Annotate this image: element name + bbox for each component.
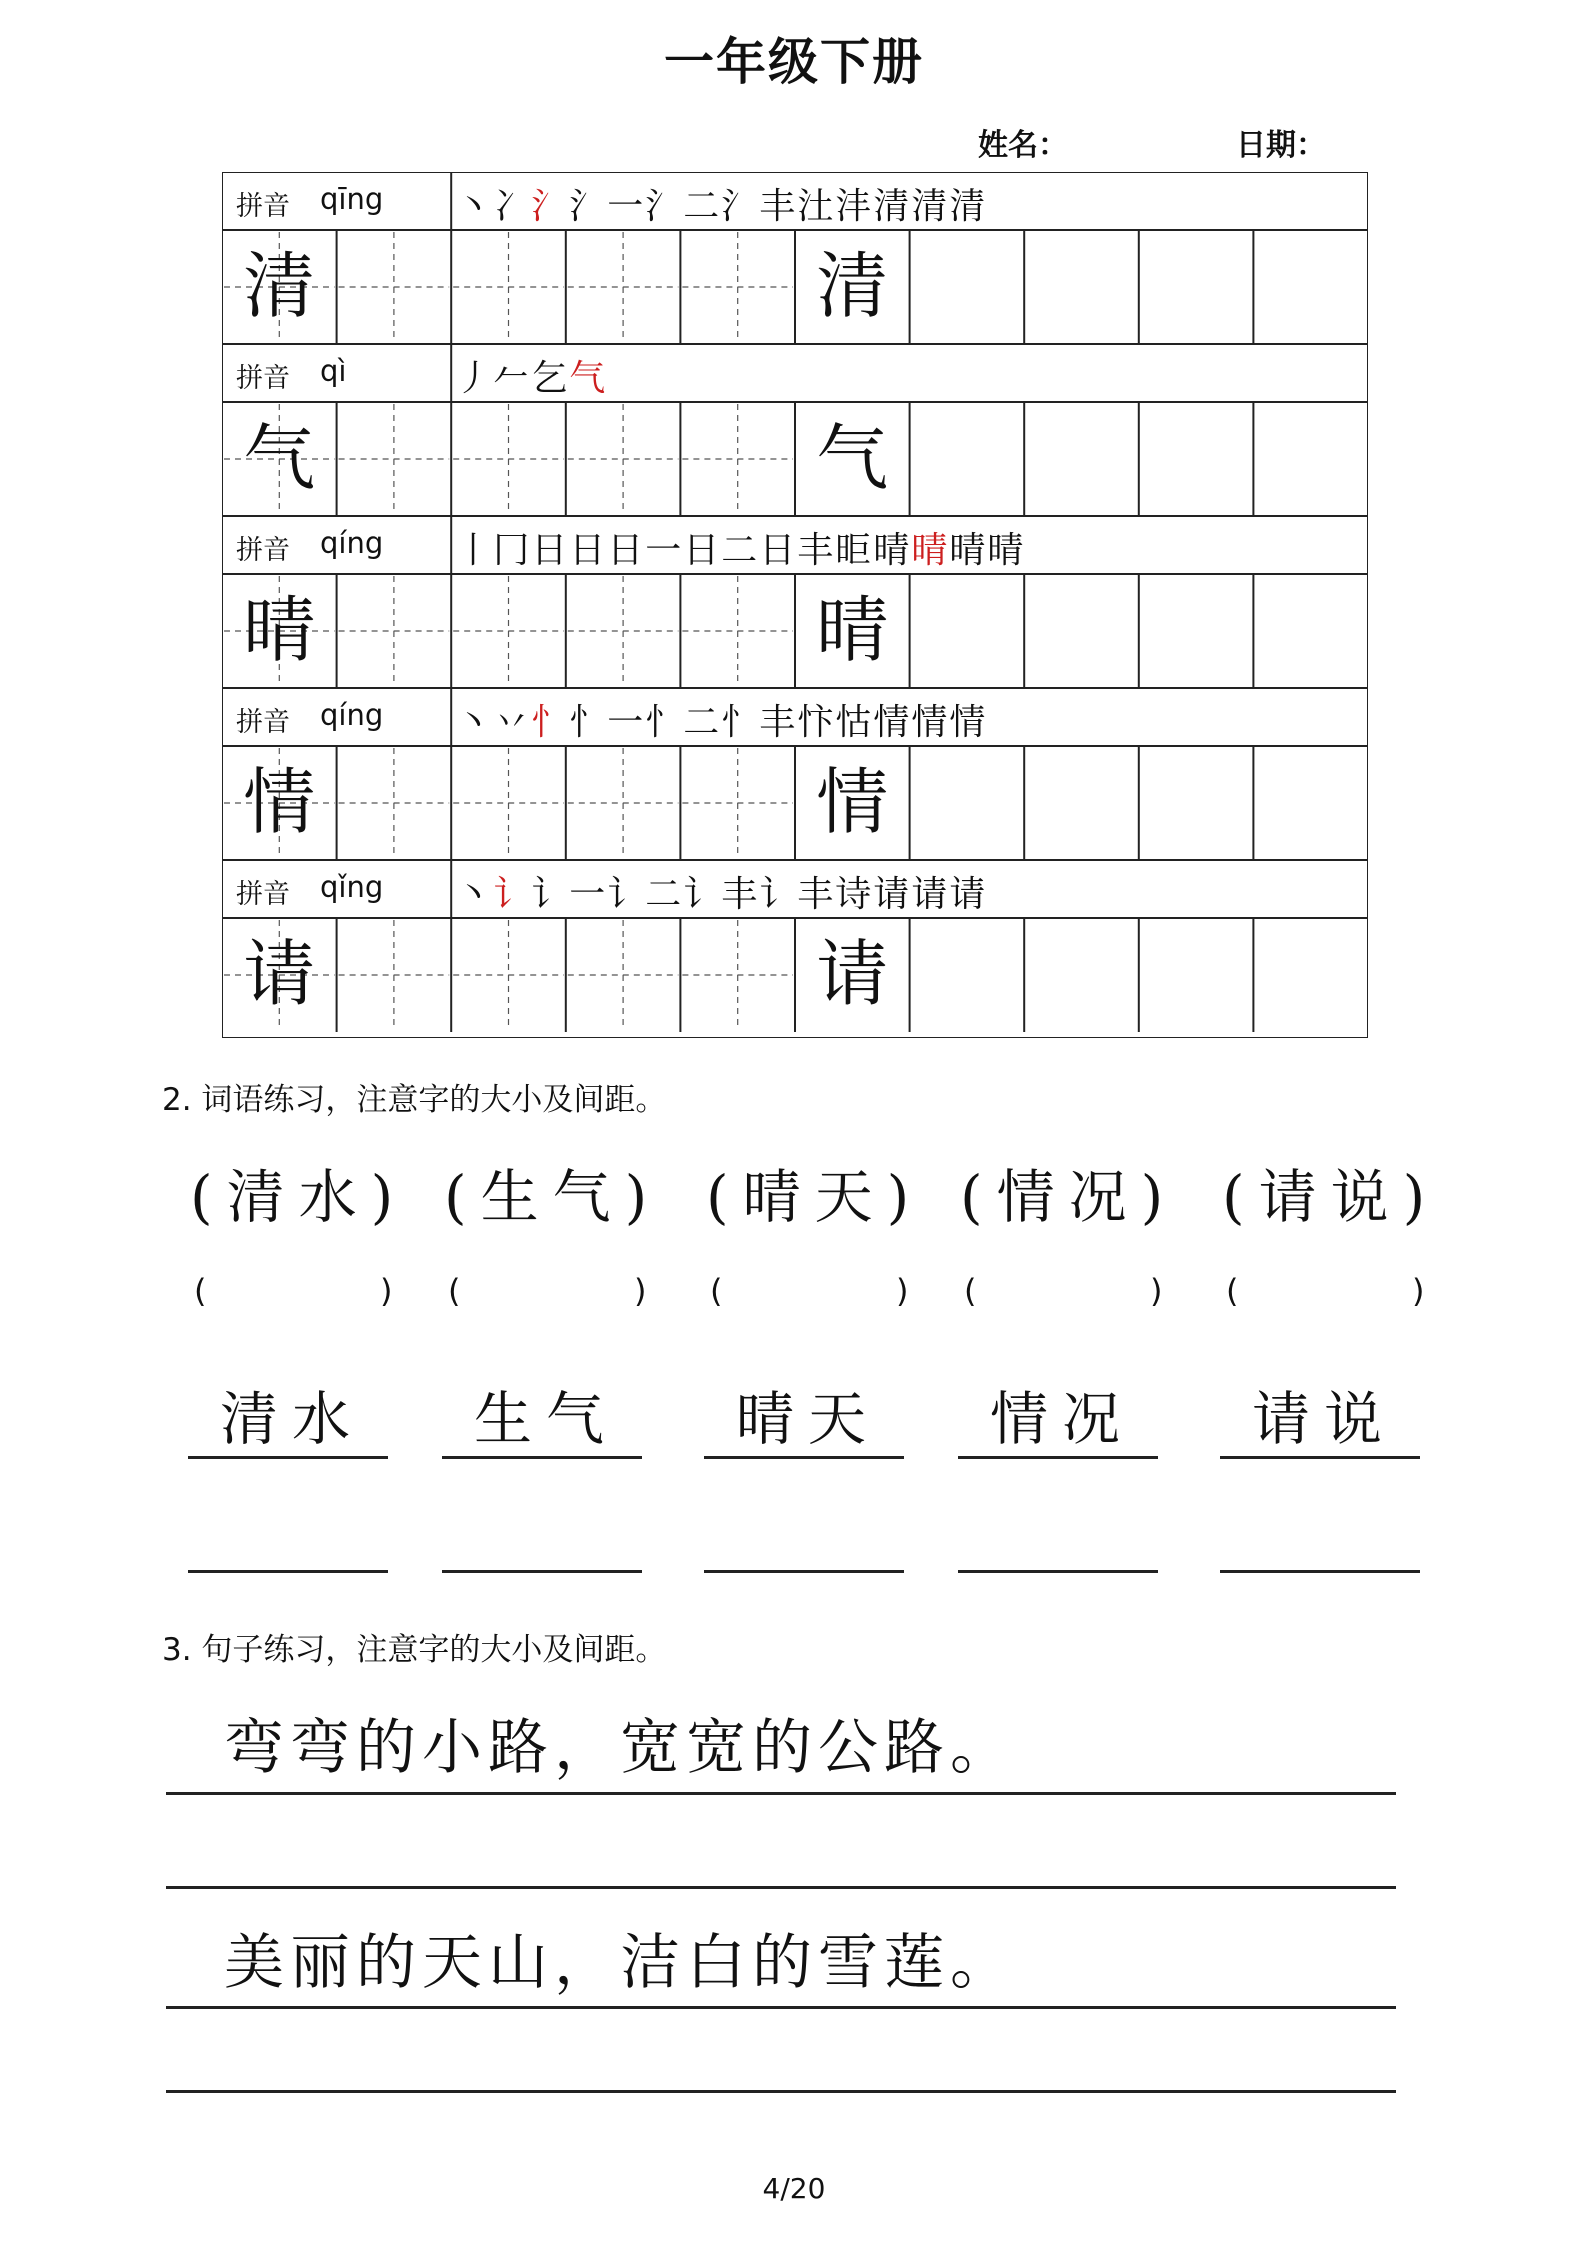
stroke-step: 𠂉	[493, 358, 532, 399]
model-char: 气	[243, 416, 316, 500]
blank-underline	[188, 1570, 388, 1573]
stroke-order	[455, 350, 607, 401]
stroke-step: 情	[873, 702, 912, 743]
blank-paren-open: (	[1226, 1272, 1239, 1310]
stroke-step: 忄	[531, 702, 570, 743]
pinyin-value: qì	[320, 354, 347, 388]
stroke-step: 丷	[493, 702, 532, 743]
blank-paren-open: (	[964, 1272, 977, 1310]
word-underline	[704, 1456, 904, 1459]
sentence-2-line	[166, 2006, 1396, 2009]
sentence-1-line	[166, 1792, 1396, 1795]
sentence-1: 弯弯的小路，宽宽的公路。	[224, 1713, 1016, 1783]
pinyin-value: qíng	[320, 698, 384, 732]
word-underlined: 晴天	[736, 1385, 881, 1453]
pinyin-value: qǐng	[320, 870, 384, 904]
stroke-step: 氵一	[569, 186, 646, 227]
stroke-order	[455, 694, 987, 745]
pinyin-value: qíng	[320, 526, 384, 560]
practice-line-1	[166, 1886, 1396, 1889]
blank-underline	[958, 1570, 1158, 1573]
word-underlined: 清水	[220, 1385, 365, 1453]
stroke-order	[455, 178, 987, 229]
model-char: 请	[243, 932, 316, 1016]
stroke-step: 晴	[949, 530, 988, 571]
pinyin-label: 拼音	[236, 191, 290, 222]
pinyin-value: qīng	[320, 182, 384, 216]
stroke-order	[455, 522, 1025, 573]
stroke-step: 日	[531, 530, 570, 571]
pinyin-label: 拼音	[236, 707, 290, 738]
stroke-order	[455, 866, 987, 917]
word-paren: (情况)	[960, 1163, 1178, 1231]
trace-char: 清	[816, 244, 889, 328]
blank-underline	[442, 1570, 642, 1573]
word-underlined: 请说	[1252, 1385, 1397, 1453]
word-paren: (晴天)	[706, 1163, 924, 1231]
stroke-step: 冂	[493, 530, 532, 571]
stroke-step: 请	[873, 874, 912, 915]
stroke-step: 汢	[797, 186, 836, 227]
blank-paren-close: )	[1150, 1272, 1163, 1310]
stroke-step: 冫	[493, 186, 532, 227]
stroke-step: 讠一	[531, 874, 608, 915]
trace-char: 请	[816, 932, 889, 1016]
stroke-step: 丿	[455, 358, 494, 399]
blank-paren-close: )	[896, 1272, 909, 1310]
word-underline	[958, 1456, 1158, 1459]
stroke-step: 丶	[455, 186, 494, 227]
stroke-step: 丨	[455, 530, 494, 571]
trace-char: 气	[816, 416, 889, 500]
stroke-step: 请	[949, 874, 988, 915]
model-char: 晴	[243, 588, 316, 672]
stroke-step: 忭	[797, 702, 836, 743]
stroke-step: 诗	[835, 874, 874, 915]
blank-paren-close: )	[380, 1272, 393, 1310]
trace-char: 晴	[816, 588, 889, 672]
word-paren: (请说)	[1222, 1163, 1440, 1231]
blank-paren-open: (	[194, 1272, 207, 1310]
stroke-step: 氵丰	[721, 186, 798, 227]
word-underlined: 生气	[474, 1385, 619, 1453]
section-2-title: 2. 词语练习，注意字的大小及间距。	[162, 1082, 667, 1118]
word-paren: (生气)	[444, 1163, 662, 1231]
stroke-step: 气	[569, 358, 608, 399]
stroke-step: 日一	[607, 530, 684, 571]
pinyin-label: 拼音	[236, 363, 290, 394]
stroke-step: 昛	[835, 530, 874, 571]
stroke-step: 沣	[835, 186, 874, 227]
stroke-step: 日丰	[759, 530, 836, 571]
stroke-step: 晴	[873, 530, 912, 571]
stroke-step: 日	[569, 530, 608, 571]
word-underline	[1220, 1456, 1420, 1459]
model-char: 清	[243, 244, 316, 328]
stroke-step: 丶	[455, 702, 494, 743]
stroke-step: 情	[911, 702, 950, 743]
stroke-step: 晴	[987, 530, 1026, 571]
pinyin-label: 拼音	[236, 535, 290, 566]
stroke-step: 晴	[911, 530, 950, 571]
blank-paren-open: (	[710, 1272, 723, 1310]
blank-paren-close: )	[634, 1272, 647, 1310]
stroke-step: 怙	[835, 702, 874, 743]
stroke-step: 讠丰	[683, 874, 760, 915]
stroke-step: 讠丰	[759, 874, 836, 915]
stroke-step: 日二	[683, 530, 760, 571]
word-underline	[442, 1456, 642, 1459]
stroke-step: 情	[949, 702, 988, 743]
practice-grid	[222, 172, 1368, 1038]
section-3-title: 3. 句子练习，注意字的大小及间距。	[162, 1632, 667, 1668]
word-paren: (清水)	[190, 1163, 408, 1231]
sentence-2: 美丽的天山，洁白的雪莲。	[224, 1928, 1016, 1998]
stroke-step: 清	[911, 186, 950, 227]
page-number: 4/20	[762, 2172, 826, 2205]
stroke-step: 氵二	[645, 186, 722, 227]
word-underline	[188, 1456, 388, 1459]
stroke-step: 请	[911, 874, 950, 915]
stroke-step: 忄丰	[721, 702, 798, 743]
stroke-step: 讠二	[607, 874, 684, 915]
blank-underline	[1220, 1570, 1420, 1573]
stroke-step: 忄一	[569, 702, 646, 743]
trace-char: 情	[816, 760, 889, 844]
page-title: 一年级下册	[664, 33, 924, 91]
stroke-step: 忄二	[645, 702, 722, 743]
stroke-step: 丶	[455, 874, 494, 915]
blank-underline	[704, 1570, 904, 1573]
stroke-step: 清	[949, 186, 988, 227]
practice-line-2	[166, 2090, 1396, 2093]
stroke-step: 清	[873, 186, 912, 227]
blank-paren-close: )	[1412, 1272, 1425, 1310]
stroke-step: 讠	[493, 874, 532, 915]
name-label: 姓名：	[978, 128, 1068, 163]
model-char: 情	[243, 760, 316, 844]
date-label: 日期：	[1236, 128, 1326, 163]
word-underlined: 情况	[990, 1385, 1135, 1453]
stroke-step: 乞	[531, 358, 570, 399]
stroke-step: 氵	[531, 186, 570, 227]
pinyin-label: 拼音	[236, 879, 290, 910]
blank-paren-open: (	[448, 1272, 461, 1310]
